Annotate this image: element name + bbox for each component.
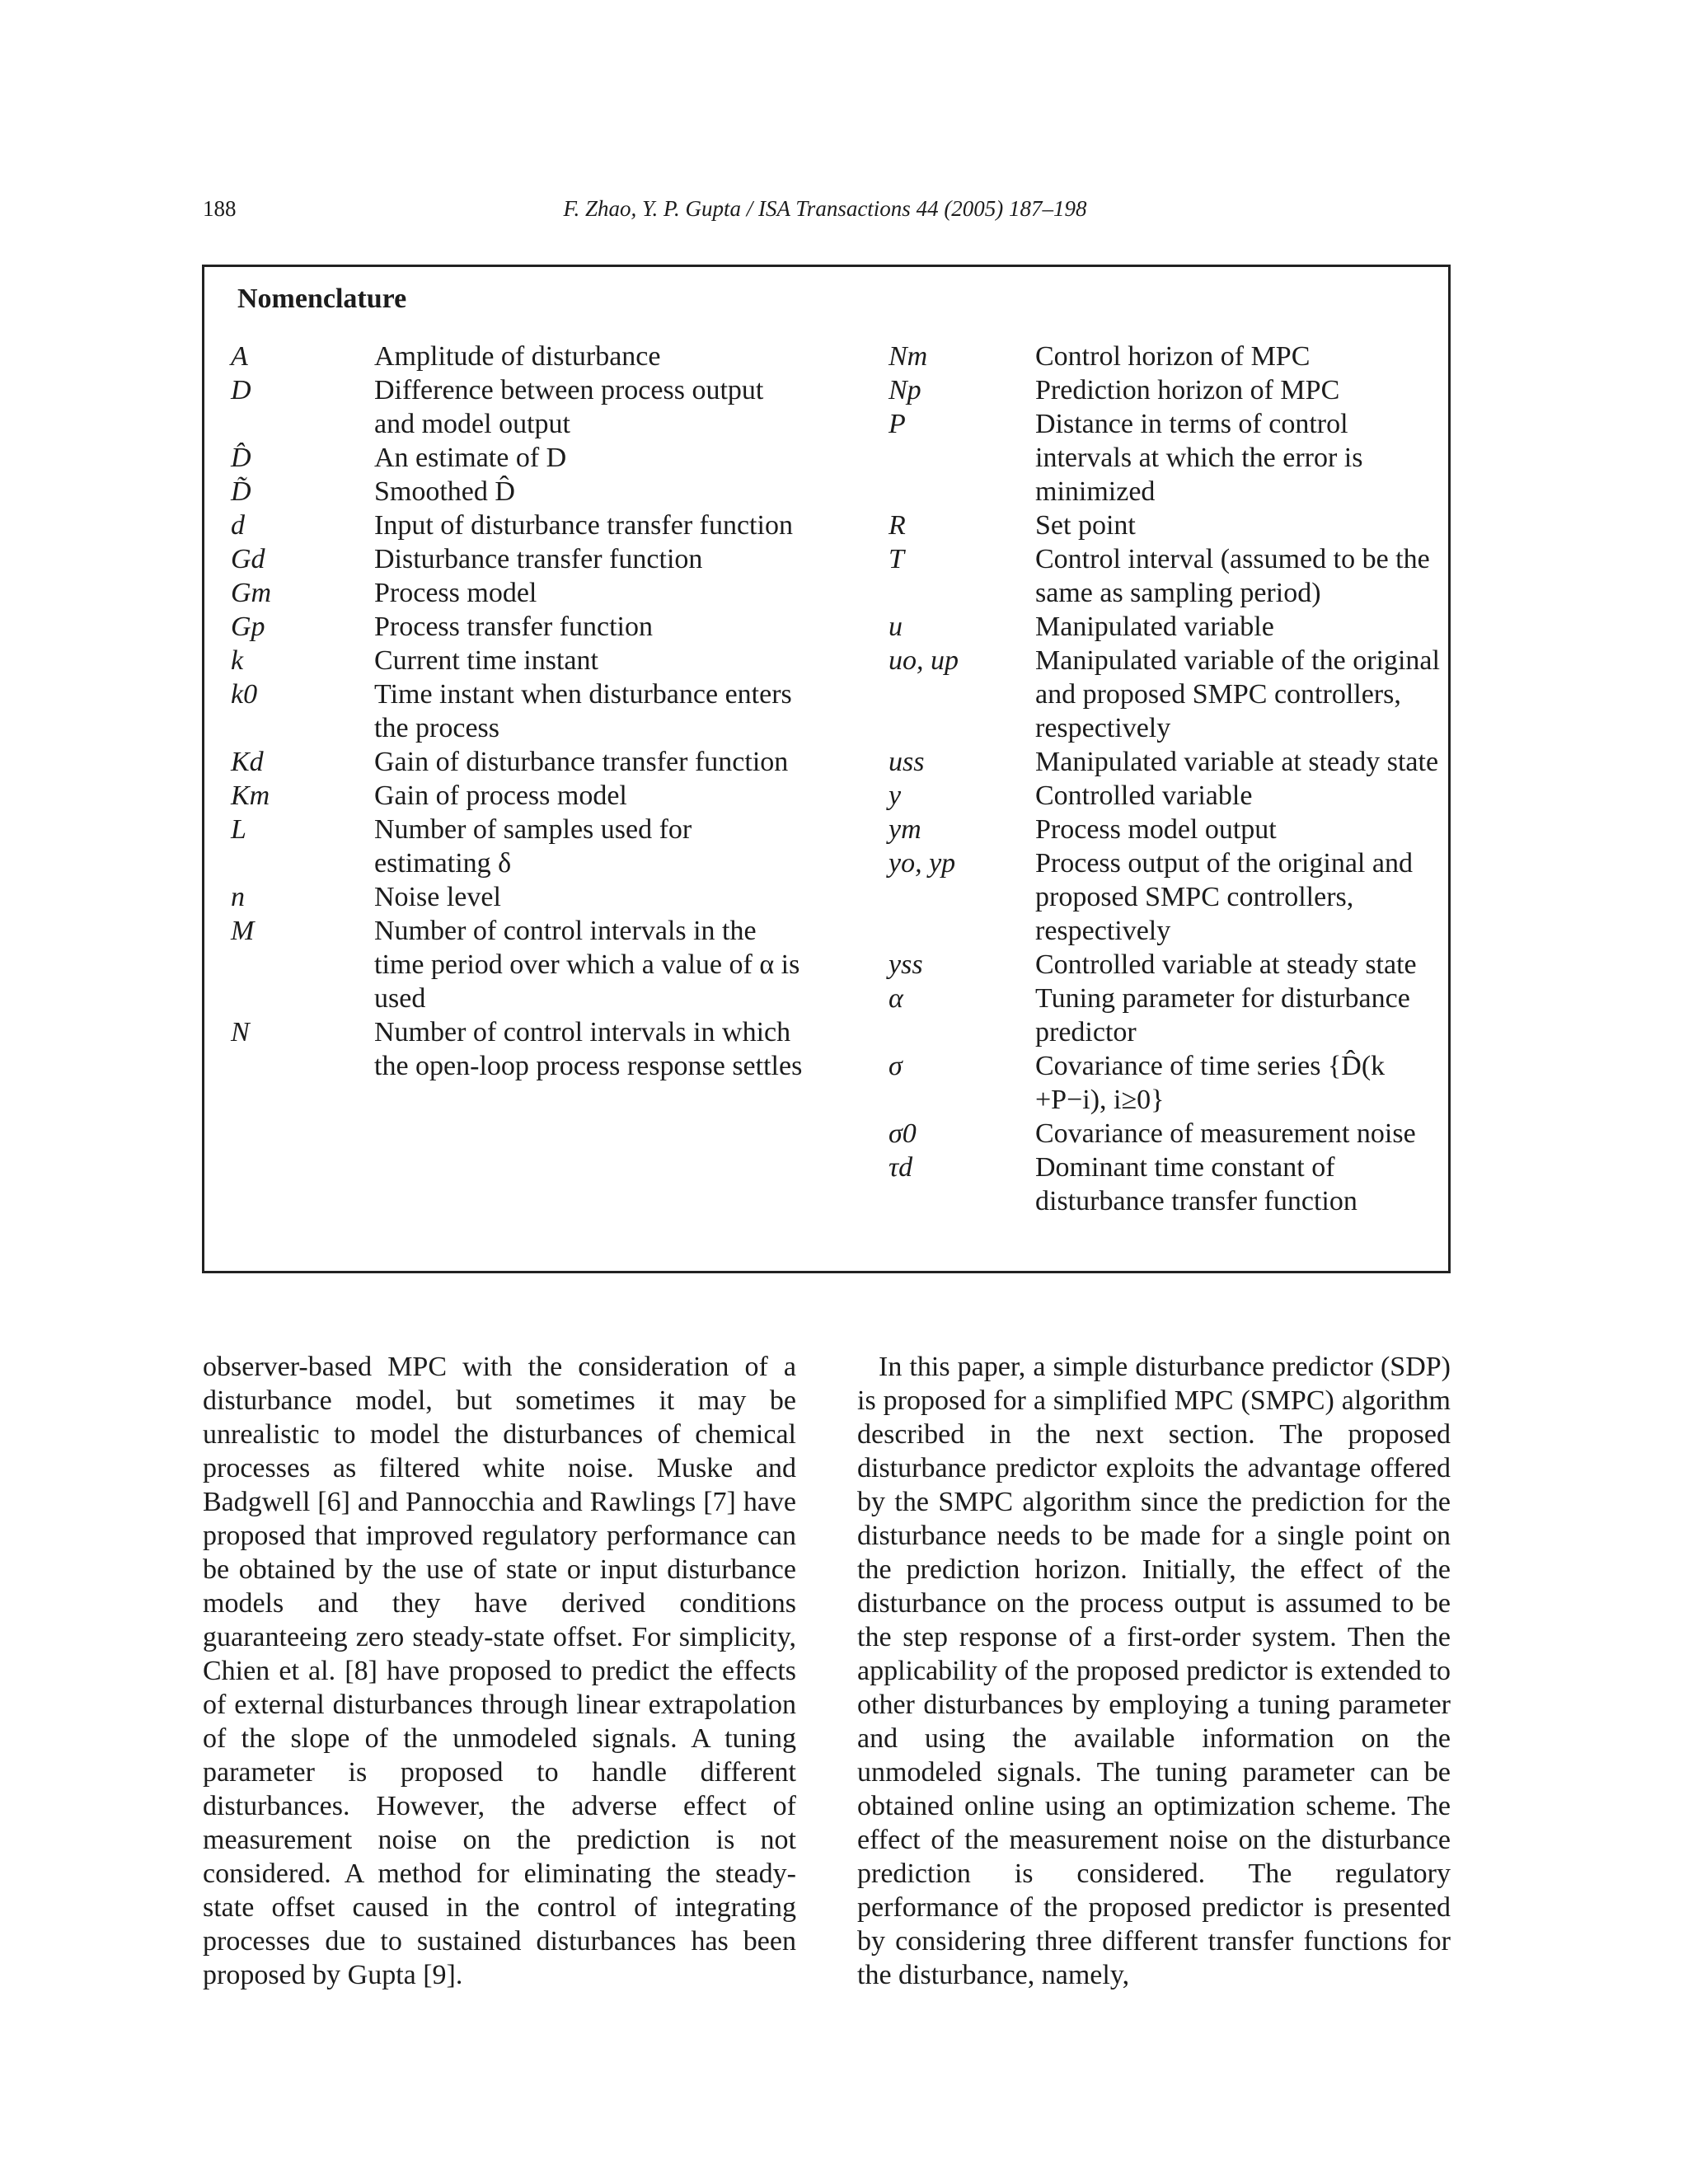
nomenclature-entry xyxy=(231,542,808,576)
nomenclature-definition: Set point xyxy=(1035,510,1136,541)
nomenclature-symbol: τd xyxy=(889,1152,913,1183)
nomenclature-symbol: k0 xyxy=(231,679,258,710)
nomenclature-box xyxy=(202,265,1451,1273)
nomenclature-entry xyxy=(889,373,1441,407)
page-header xyxy=(203,196,1447,229)
nomenclature-symbol: N xyxy=(231,1017,250,1047)
nomenclature-symbol: Np xyxy=(889,375,921,405)
nomenclature-definition: Smoothed D̂ xyxy=(374,476,515,507)
nomenclature-symbol: D̂ xyxy=(231,443,251,473)
nomenclature-definition: Control interval (assumed to be the same as sampling period) xyxy=(1035,544,1430,608)
nomenclature-definition: Covariance of measurement noise xyxy=(1035,1118,1416,1149)
nomenclature-definition: Input of disturbance transfer function xyxy=(374,510,793,541)
nomenclature-definition: Manipulated variable xyxy=(1035,612,1274,642)
body-paragraph-right: In this paper, a simple disturbance predictor (SDP) is proposed for a simplified MPC (SMPC) algorithm described in the next section. The proposed disturbance predictor exploits the advantage offered by the SMPC algorithm since the prediction for the disturbance needs to be made for a single point on the prediction horizon. Initially, the effect of the disturbance on the process output is assumed to be the step response of a first-order system. Then the applicability of the proposed predictor is extended to other disturbances by employing a tuning parameter and using the available information on the unmodeled signals. The tuning parameter can be obtained online using an optimization scheme. The effect of the measurement noise on the disturbance prediction is considered. The regulatory performance of the proposed predictor is presented by considering three different transfer functions for the disturbance, namely, xyxy=(857,1352,1451,1990)
nomenclature-definition: Control horizon of MPC xyxy=(1035,341,1311,372)
nomenclature-definition: Process output of the original and proposed SMPC controllers, respectively xyxy=(1035,848,1413,946)
nomenclature-entry xyxy=(231,576,808,610)
nomenclature-symbol: M xyxy=(231,916,255,946)
nomenclature-entry xyxy=(231,779,808,813)
nomenclature-entry xyxy=(231,340,808,373)
nomenclature-symbol: A xyxy=(231,341,248,372)
nomenclature-symbol: yo, yp xyxy=(889,848,956,879)
nomenclature-entry xyxy=(231,441,808,475)
nomenclature-definition: Noise level xyxy=(374,882,501,912)
nomenclature-entry xyxy=(889,1151,1441,1218)
nomenclature-definition: Time instant when disturbance enters the process xyxy=(374,679,792,743)
nomenclature-entry xyxy=(231,813,808,880)
nomenclature-entry xyxy=(889,1049,1441,1117)
nomenclature-definition: Controlled variable xyxy=(1035,780,1253,811)
nomenclature-entry xyxy=(889,846,1441,948)
nomenclature-symbol: Nm xyxy=(889,341,928,372)
nomenclature-symbol: D̃ xyxy=(231,476,251,507)
nomenclature-symbol: σ0 xyxy=(889,1118,917,1149)
nomenclature-symbol: Kd xyxy=(231,747,264,777)
nomenclature-definition: Tuning parameter for disturbance predictor xyxy=(1035,983,1410,1047)
nomenclature-definition: Dominant time constant of disturbance transfer function xyxy=(1035,1152,1357,1216)
nomenclature-title: Nomenclature xyxy=(237,284,407,314)
nomenclature-symbol: Gm xyxy=(231,578,272,608)
nomenclature-definition: Process model xyxy=(374,578,537,608)
nomenclature-right-column xyxy=(889,340,1441,1218)
nomenclature-entry xyxy=(889,610,1441,644)
nomenclature-entry xyxy=(889,340,1441,373)
nomenclature-symbol: Gp xyxy=(231,612,265,642)
nomenclature-entry xyxy=(231,644,808,677)
nomenclature-entry xyxy=(231,475,808,509)
nomenclature-symbol: uo, up xyxy=(889,645,959,676)
nomenclature-entry xyxy=(889,542,1441,610)
nomenclature-symbol: d xyxy=(231,510,245,541)
nomenclature-symbol: yss xyxy=(889,949,923,980)
nomenclature-definition: Difference between process output and model output xyxy=(374,375,764,439)
nomenclature-symbol: L xyxy=(231,814,246,845)
nomenclature-symbol: T xyxy=(889,544,904,574)
nomenclature-symbol: Gd xyxy=(231,544,265,574)
nomenclature-definition: Gain of disturbance transfer function xyxy=(374,747,789,777)
nomenclature-entry xyxy=(889,509,1441,542)
body-column-right xyxy=(857,1350,1451,1992)
nomenclature-entry xyxy=(889,813,1441,846)
page-number: 188 xyxy=(203,196,237,221)
nomenclature-entry xyxy=(889,1117,1441,1151)
nomenclature-entry xyxy=(231,880,808,914)
nomenclature-definition: Process transfer function xyxy=(374,612,654,642)
nomenclature-definition: Disturbance transfer function xyxy=(374,544,703,574)
nomenclature-symbol: Km xyxy=(231,780,270,811)
nomenclature-entry xyxy=(231,914,808,1015)
nomenclature-symbol: R xyxy=(889,510,906,541)
nomenclature-entry xyxy=(231,610,808,644)
nomenclature-definition: Manipulated variable at steady state xyxy=(1035,747,1439,777)
nomenclature-definition: An estimate of D xyxy=(374,443,567,473)
nomenclature-entry xyxy=(231,745,808,779)
nomenclature-definition: Gain of process model xyxy=(374,780,627,811)
nomenclature-symbol: D xyxy=(231,375,251,405)
nomenclature-entry xyxy=(889,745,1441,779)
nomenclature-symbol: α xyxy=(889,983,903,1014)
nomenclature-definition: Process model output xyxy=(1035,814,1277,845)
nomenclature-entry xyxy=(889,948,1441,982)
nomenclature-definition: Number of control intervals in the time period over which a value of α is used xyxy=(374,916,800,1014)
nomenclature-symbol: y xyxy=(889,780,902,811)
body-column-left xyxy=(203,1350,796,1992)
nomenclature-symbol: n xyxy=(231,882,245,912)
nomenclature-definition: Number of samples used for estimating δ xyxy=(374,814,692,879)
nomenclature-symbol: P xyxy=(889,409,906,439)
nomenclature-definition: Amplitude of disturbance xyxy=(374,341,661,372)
nomenclature-symbol: σ xyxy=(889,1051,903,1081)
nomenclature-left-column xyxy=(231,340,808,1083)
nomenclature-symbol: u xyxy=(889,612,903,642)
nomenclature-definition: Current time instant xyxy=(374,645,598,676)
nomenclature-definition: Prediction horizon of MPC xyxy=(1035,375,1340,405)
nomenclature-definition: Number of control intervals in which the open-loop process response settles xyxy=(374,1017,803,1081)
nomenclature-entry xyxy=(889,644,1441,745)
nomenclature-entry xyxy=(231,1015,808,1083)
nomenclature-symbol: k xyxy=(231,645,244,676)
nomenclature-entry xyxy=(889,407,1441,509)
nomenclature-entry xyxy=(231,373,808,441)
nomenclature-definition: Controlled variable at steady state xyxy=(1035,949,1417,980)
body-paragraph-left: observer-based MPC with the consideration of a disturbance model, but sometimes it may be unrealistic to model the disturbances of chemical processes as filtered white noise. Muske and Badgwell [6] and Pannocchia and Rawlings [7] have proposed that improved regulatory performance can be obtained by the use of state or input disturbance models and they have derived conditions guaranteeing zero steady-state offset. For simplicity, Chien et al. [8] have proposed to predict the effects of external disturbances through linear extrapolation of the slope of the unmodeled signals. A tuning parameter is proposed to handle different disturbances. However, the adverse effect of measurement noise on the prediction is not considered. A method for eliminating the steady-state offset caused in the control of integrating processes due to sustained disturbances has been proposed by Gupta [9]. xyxy=(203,1352,796,1990)
nomenclature-symbol: ym xyxy=(889,814,921,845)
nomenclature-entry xyxy=(889,779,1441,813)
nomenclature-definition: Covariance of time series {D̂(k +P−i), i≥0} xyxy=(1035,1051,1386,1115)
nomenclature-definition: Distance in terms of control intervals at which the error is minimized xyxy=(1035,409,1363,507)
nomenclature-entry xyxy=(889,982,1441,1049)
running-head: F. Zhao, Y. P. Gupta / ISA Transactions 44 (2005) 187–198 xyxy=(563,196,1087,221)
nomenclature-symbol: uss xyxy=(889,747,925,777)
nomenclature-definition: Manipulated variable of the original and proposed SMPC controllers, respectively xyxy=(1035,645,1440,743)
nomenclature-entry xyxy=(231,677,808,745)
nomenclature-entry xyxy=(231,509,808,542)
